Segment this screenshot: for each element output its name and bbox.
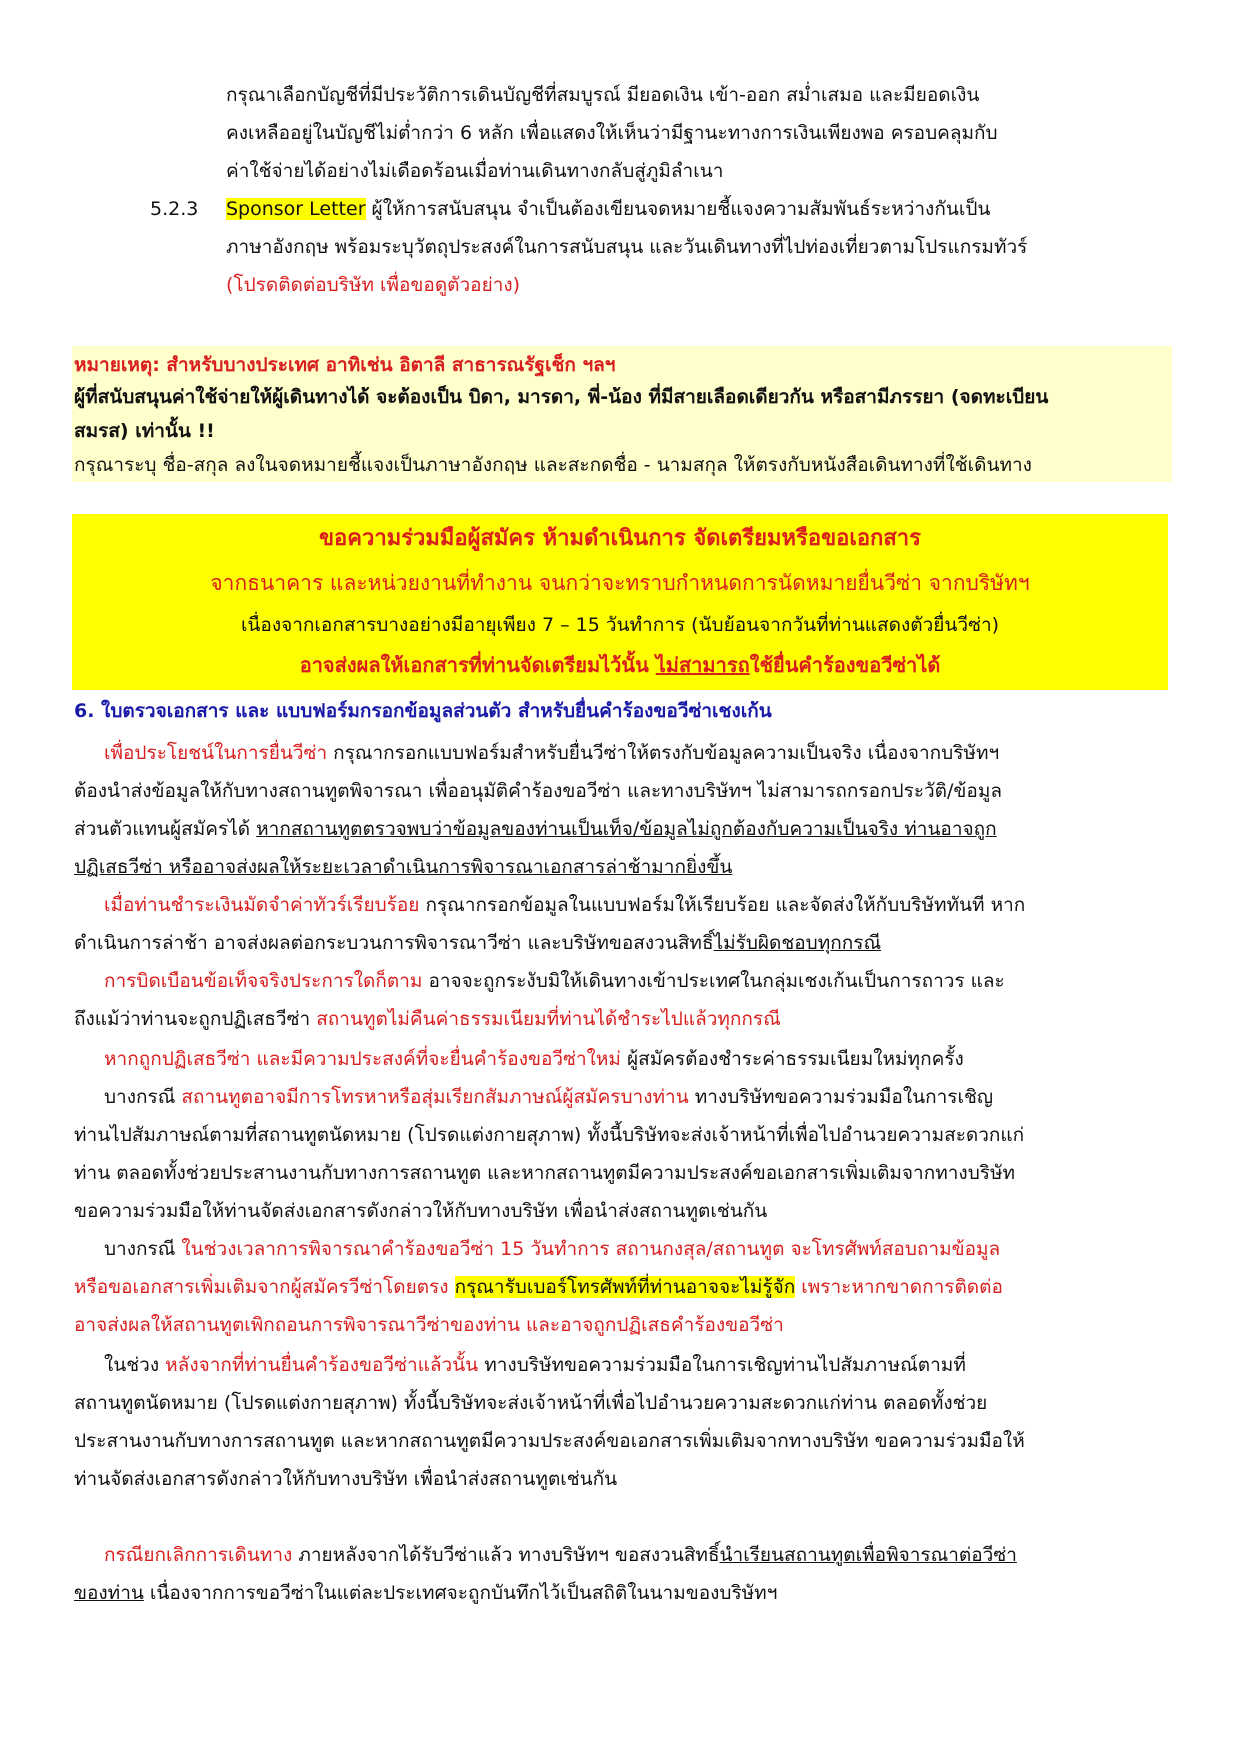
p6-line-1 (104, 1230, 1000, 1268)
intro-line-3: ค่าใช้จ่ายได้อย่างไม่เดือดร้อนเมื่อท่านเดินทางกลับสู่ภูมิลำเนา (226, 160, 724, 182)
note-bold-line-1: ผู้ที่สนับสนุนค่าใช้จ่ายให้ผู้เดินทางได้ จะต้องเป็น บิดา, มารดา, พี่-น้อง ที่มีสายเลือดเดียวกัน หรือสามีภรรยา (จดทะเบียน (74, 386, 1049, 408)
p3-line-2 (74, 1000, 781, 1038)
section-6-heading: 6. ใบตรวจเอกสาร และ แบบฟอร์มกรอกข้อมูลส่วนตัว สำหรับยื่นคำร้องขอวีซ่าเชงเก้น (74, 700, 772, 722)
p6-line-2red: หรือขอเอกสารเพิ่มเติมจากผู้สมัครวีซ่าโดยตรง (74, 1276, 455, 1298)
p1-line-3 (74, 810, 997, 848)
p1-rest: กรุณากรอกแบบฟอร์มสำหรับยื่นวีซ่าให้ตรงกับข้อมูลความเป็นจริง เนื่องจากบริษัทฯ (327, 742, 1000, 764)
p5-line-4: ขอความร่วมมือให้ท่านจัดส่งเอกสารดังกล่าวให้กับทางบริษัท เพื่อนำส่งสถานทูตเช่นกัน (74, 1200, 768, 1222)
p2-line-2a: ดำเนินการล่าช้า อาจส่งผลต่อกระบวนการพิจารณาวีซ่า และบริษัทขอสงวนสิทธิ์ (74, 932, 714, 954)
p1-line-3u: หากสถานทูตตรวจพบว่าข้อมูลของท่านเป็นเท็จ/ข้อมูลไม่ถูกต้องกับความเป็นจริง ท่านอาจถูก (256, 818, 997, 840)
p8-line-1 (104, 1536, 1017, 1574)
p3-line-1 (104, 962, 1005, 1000)
intro-line-2: คงเหลืออยู่ในบัญชีไม่ต่ำกว่า 6 หลัก เพื่อแสดงให้เห็นว่ามีฐานะทางการเงินเพียงพอ ครอบคลุมกับ (226, 122, 998, 144)
p1-line-1 (104, 734, 999, 772)
p4-line-1 (104, 1040, 964, 1078)
p2-line-2 (74, 924, 881, 962)
p4-rest: ผู้สมัครต้องชำระค่าธรรมเนียมใหม่ทุกครั้ง (620, 1048, 964, 1070)
p4-red: หากถูกปฏิเสธวีซ่า และมีความประสงค์ที่จะยื่นคำร้องขอวีซ่าใหม่ (104, 1048, 621, 1070)
p8-line-2u: ของท่าน (74, 1582, 144, 1604)
p8-red: กรณียกเลิกการเดินทาง (104, 1544, 293, 1566)
warning-line-4c: ใช้ยื่นคำร้องขอวีซ่าได้ (749, 653, 941, 677)
p1-line-4: ปฏิเสธวีซ่า หรืออาจส่งผลให้ระยะเวลาดำเนินการพิจารณาเอกสารล่าช้ามากยิ่งขึ้น (74, 856, 733, 878)
p3-line-2red: สถานทูตไม่คืนค่าธรรมเนียมที่ท่านได้ชำระไปแล้วทุกกรณี (316, 1008, 781, 1030)
warning-line-4a: อาจส่งผลให้เอกสารที่ท่านจัดเตรียมไว้นั้น (299, 653, 656, 677)
p6-line-2red2: เพราะหากขาดการติดต่อ (795, 1276, 1003, 1298)
note-bold-line-2: สมรส) เท่านั้น !! (74, 420, 215, 442)
p7-rest: ทางบริษัทขอความร่วมมือในการเชิญท่านไปสัมภาษณ์ตามที่ (478, 1354, 966, 1376)
p5-a: บางกรณี (104, 1086, 182, 1108)
warning-line-4 (72, 646, 1168, 684)
note-title: หมายเหตุ: สำหรับบางประเทศ อาทิเช่น อิตาลี สาธารณรัฐเช็ก ฯลฯ (74, 354, 616, 376)
p5-red: สถานทูตอาจมีการโทรหาหรือสุ่มเรียกสัมภาษณ์ผู้สมัครบางท่าน (181, 1086, 689, 1108)
p2-line-2u: ไม่รับผิดชอบทุกกรณี (713, 932, 882, 954)
p1-line-2: ต้องนำส่งข้อมูลให้กับทางสถานทูตพิจารณา เพื่ออนุมัติคำร้องขอวีซ่า และทางบริษัทฯ ไม่สามารถกรอกประวัติ/ข้อมูล (74, 780, 1002, 802)
p5-line-1 (104, 1078, 993, 1116)
p2-rest: กรุณากรอกข้อมูลในแบบฟอร์มให้เรียบร้อย และจัดส่งให้กับบริษัททันที หาก (419, 894, 1026, 916)
p3-rest: อาจจะถูกระงับมิให้เดินทางเข้าประเทศในกลุ่มเชงเก้นเป็นการถาวร และ (422, 970, 1005, 992)
p3-line-2a: ถึงแม้ว่าท่านจะถูกปฏิเสธวีซ่า (74, 1008, 317, 1030)
p1-red: เพื่อประโยชน์ในการยื่นวีซ่า (104, 742, 328, 764)
item-523-line-2: ภาษาอังกฤษ พร้อมระบุวัตถุประสงค์ในการสนับสนุน และวันเดินทางที่ไปท่องเที่ยวตามโปรแกรมทัวร์ (226, 236, 1028, 258)
item-523-contact-note: (โปรดติดต่อบริษัท เพื่อขอดูตัวอย่าง) (226, 274, 521, 296)
p2-line-1 (104, 886, 1025, 924)
item-523-rest: ผู้ให้การสนับสนุน จำเป็นต้องเขียนจดหมายชี้แจงความสัมพันธ์ระหว่างกันเป็น (365, 198, 991, 220)
p5-line-3: ท่าน ตลอดทั้งช่วยประสานงานกับทางการสถานทูต และหากสถานทูตมีความประสงค์ขอเอกสารเพิ่มเติมจากทางบริษัท (74, 1162, 1016, 1184)
item-523-number: 5.2.3 (150, 198, 199, 220)
p3-red: การบิดเบือนข้อเท็จจริงประการใดก็ตาม (104, 970, 423, 992)
p7-line-3: ประสานงานกับทางการสถานทูต และหากสถานทูตมีความประสงค์ขอเอกสารเพิ่มเติมจากทางบริษัท ขอความร่วมมือให้ (74, 1430, 1025, 1452)
p5-line-2: ท่านไปสัมภาษณ์ตามที่สถานทูตนัดหมาย (โปรดแต่งกายสุภาพ) ทั้งนี้บริษัทจะส่งเจ้าหน้าที่เพื่อไปอำนวยความสะดวกแก่ (74, 1124, 1025, 1146)
p2-red: เมื่อท่านชำระเงินมัดจำค่าทัวร์เรียบร้อย (104, 894, 420, 916)
p5-rest: ทางบริษัทขอความร่วมมือในการเชิญ (688, 1086, 994, 1108)
p8-underline: นำเรียนสถานทูตเพื่อพิจารณาต่อวีซ่า (719, 1544, 1017, 1566)
p7-a: ในช่วง (104, 1354, 166, 1376)
p6-phone-highlight: กรุณารับเบอร์โทรศัพท์ที่ท่านอาจจะไม่รู้จัก (454, 1276, 796, 1298)
p8-line-2rest: เนื่องจากการขอวีซ่าในแต่ละประเทศจะถูกบันทึกไว้เป็นสถิติในนามของบริษัทฯ (143, 1582, 778, 1604)
warning-line-3: เนื่องจากเอกสารบางอย่างมีอายุเพียง 7 – 15 วันทำการ (นับย้อนจากวันที่ท่านแสดงตัวยื่นวีซ่า) (240, 614, 1000, 636)
p7-red: หลังจากที่ท่านยื่นคำร้องขอวีซ่าแล้วนั้น (165, 1354, 479, 1376)
warning-line-2: จากธนาคาร และหน่วยงานที่ทำงาน จนกว่าจะทราบกำหนดการนัดหมายยื่นวีซ่า จากบริษัทฯ (210, 571, 1030, 595)
p7-line-4: ท่านจัดส่งเอกสารดังกล่าวให้กับทางบริษัท เพื่อนำส่งสถานทูตเช่นกัน (74, 1468, 618, 1490)
p6-line-2 (74, 1268, 1003, 1306)
p8-line-2 (74, 1574, 777, 1612)
p6-red: ในช่วงเวลาการพิจารณาคำร้องขอวีซ่า 15 วันทำการ สถานกงสุล/สถานทูต จะโทรศัพท์สอบถามข้อมูล (181, 1238, 1001, 1260)
item-523-line-1 (226, 190, 990, 228)
p6-line-3: อาจส่งผลให้สถานทูตเพิกถอนการพิจารณาวีซ่าของท่าน และอาจถูกปฏิเสธคำร้องขอวีซ่า (74, 1314, 784, 1336)
p7-line-2: สถานทูตนัดหมาย (โปรดแต่งกายสุภาพ) ทั้งนี้บริษัทจะส่งเจ้าหน้าที่เพื่อไปอำนวยความสะดวกแก่ท่าน ตลอดทั้งช่วย (74, 1392, 988, 1414)
warning-line-1: ขอความร่วมมือผู้สมัคร ห้ามดำเนินการ จัดเตรียมหรือขอเอกสาร (319, 526, 921, 551)
p7-line-1 (104, 1346, 966, 1384)
note-text: กรุณาระบุ ชื่อ-สกุล ลงในจดหมายชี้แจงเป็นภาษาอังกฤษ และสะกดชื่อ - นามสกุล ให้ตรงกับหนังสือเดินทางที่ใช้เดินทาง (74, 454, 1032, 476)
sponsor-letter-highlight: Sponsor Letter (226, 198, 366, 220)
warning-line-4b: ไม่สามารถ (655, 653, 750, 677)
p8-rest: ภายหลังจากได้รับวีซ่าแล้ว ทางบริษัทฯ ขอสงวนสิทธิ์ (292, 1544, 720, 1566)
intro-line-1: กรุณาเลือกบัญชีที่มีประวัติการเดินบัญชีที่สมบูรณ์ มียอดเงิน เข้า-ออก สม่ำเสมอ และมียอดเงิน (226, 84, 980, 106)
p1-line-3a: ส่วนตัวแทนผู้สมัครได้ (74, 818, 257, 840)
p6-a: บางกรณี (104, 1238, 182, 1260)
